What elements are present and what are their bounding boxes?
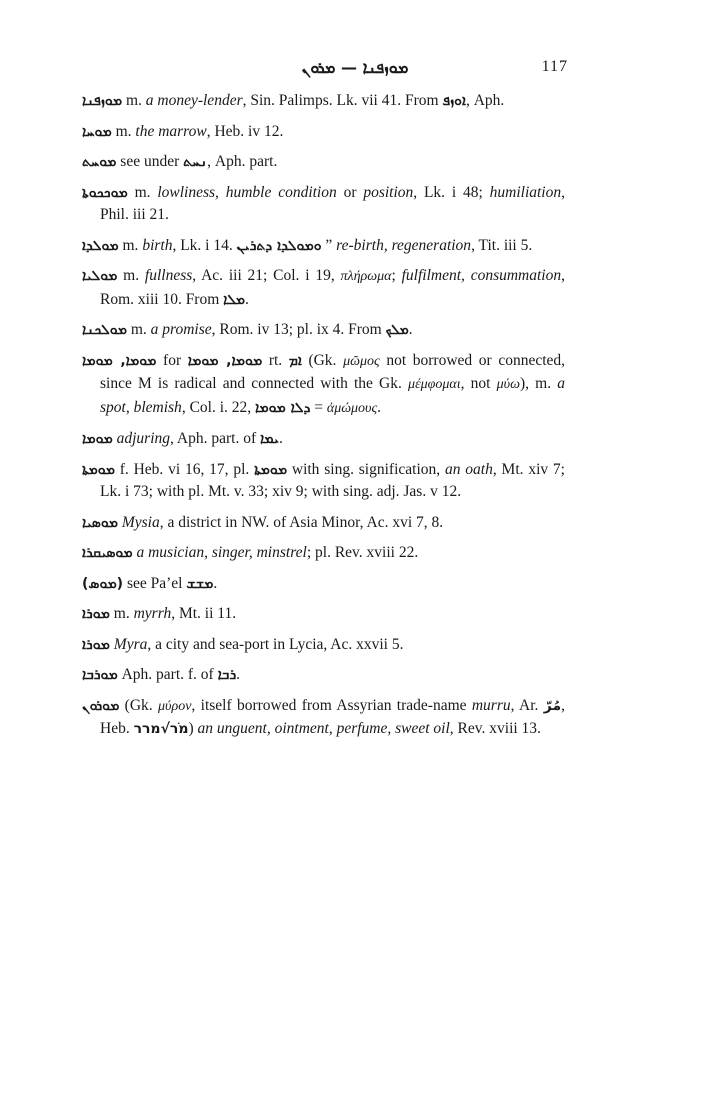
- headword: ܡܘܟܟܘܬܐ: [82, 184, 128, 201]
- headword: ܡܘܡܐ, ܡܘܡܐ: [82, 352, 157, 369]
- headword: ܡܘܠܝܐ: [82, 268, 118, 284]
- entry-myra: ܡܘܪܐ Myra, a city and sea-port in Lycia, Ac. xxvii 5.: [82, 635, 404, 653]
- headword: ܡܘܚܐ: [82, 123, 112, 140]
- entry-lowliness: ܡܘܟܟܘܬܐ m. lowliness, humble condition or position, Lk. i 48; humiliation, Phil. iii 21.: [82, 183, 565, 223]
- entry-see-under: ܡܘܚܬ see under ܢܚܬ, Aph. part.: [82, 153, 278, 170]
- entry-musician: ܡܘܣܝܩܪܐ a musician, singer, minstrel; pl. Rev. xviii 22.: [82, 544, 419, 561]
- headword: ܡܘܡܬܐ: [82, 461, 115, 478]
- headword: ܡܘܣܝܐ: [82, 514, 118, 531]
- entry-aph-part: ܡܘܪܒܐ Aph. part. f. of ܪܒܐ.: [82, 666, 241, 683]
- entry-mysia: ܡܘܣܝܐ Mysia, a district in NW. of Asia Minor, Ac. xvi 7, 8.: [82, 513, 444, 531]
- entry-birth: ܡܘܠܕܐ m. birth, Lk. i 14. ܘܡܘܠܕܐ ܕܬܪܝܢ ” re-birth, regeneration, Tit. iii 5.: [82, 236, 533, 254]
- headword: ܡܘܪܐ: [82, 636, 110, 653]
- headword: ܡܘܪܐ: [82, 606, 110, 622]
- entry-pael: (ܡܘܣ) see Pa’el ܡܫܫ.: [82, 574, 218, 592]
- headword: ܡܘܪܘܢ: [82, 697, 120, 714]
- headword: ܡܘܡܐ: [82, 431, 113, 447]
- headword: (ܡܘܣ): [82, 575, 124, 592]
- entry-marrow: ܡܘܚܐ m. the marrow, Heb. iv 12.: [82, 122, 284, 140]
- entry-adjuring: ܡܘܡܐ adjuring, Aph. part. of ܝܡܐ.: [82, 430, 283, 447]
- headword: ܡܘܠܟܢܐ: [82, 322, 127, 338]
- headword: ܡܘܣܝܩܪܐ: [82, 545, 133, 561]
- entry-myrrh: ܡܘܪܐ m. myrrh, Mt. ii 11.: [82, 605, 237, 622]
- entry-fullness: ܡܘܠܝܐ m. fullness, Ac. iii 21; Col. i 19, πλήρωμα; fulfilment, consummation, Rom. xiii 10. From ܡܠܐ.: [82, 267, 565, 308]
- page-number: 117: [541, 58, 568, 75]
- entry-unguent: ܡܘܪܘܢ (Gk. μύρον, itself borrowed from Assyrian trade-name murru, Ar. مُرّ, Heb. מֹר√מרר) an unguent, ointment, perfume, sweet oil, Rev. xviii 13.: [82, 696, 565, 737]
- headword: ܡܘܙܦܢܐ: [82, 93, 123, 109]
- headword: ܡܘܚܬ: [82, 154, 117, 170]
- entry-promise: ܡܘܠܟܢܐ m. a promise, Rom. iv 13; pl. ix 4. From ܡܠܟ.: [82, 321, 413, 338]
- headword: ܡܘܠܕܐ: [82, 237, 119, 254]
- entry-oath: ܡܘܡܬܐ f. Heb. vi 16, 17, pl. ܡܘܡܬܐ with sing. signification, an oath, Mt. xiv 7; Lk. i 73; with pl. Mt. v. 33; xiv 9; with sing. adj. Jas. v 12.: [82, 460, 565, 500]
- page-header: [0, 58, 710, 82]
- entry-blemish: ܡܘܡܐ, ܡܘܡܐ for ܡܘܡܐ, ܡܘܡܐ rt. ܐܡ (Gk. μῶμος not borrowed or connected, since M is radical and connected with the Gk. μέμφομαι, not μύω), m. a spot, blemish, Col. i. 22, ܕܠܐ ܡܘܡܐ = ἀμώμους.: [82, 351, 566, 416]
- headword: ܡܘܪܒܐ: [82, 667, 118, 683]
- entry-list: [82, 90, 565, 749]
- running-head: ܡܘܙܦܢܐ — ܡܪܘܢ: [301, 58, 409, 77]
- entry-money-lender: ܡܘܙܦܢܐ m. a money-lender, Sin. Palimps. Lk. vii 41. From ܐܘܙܦ, Aph.: [82, 92, 505, 109]
